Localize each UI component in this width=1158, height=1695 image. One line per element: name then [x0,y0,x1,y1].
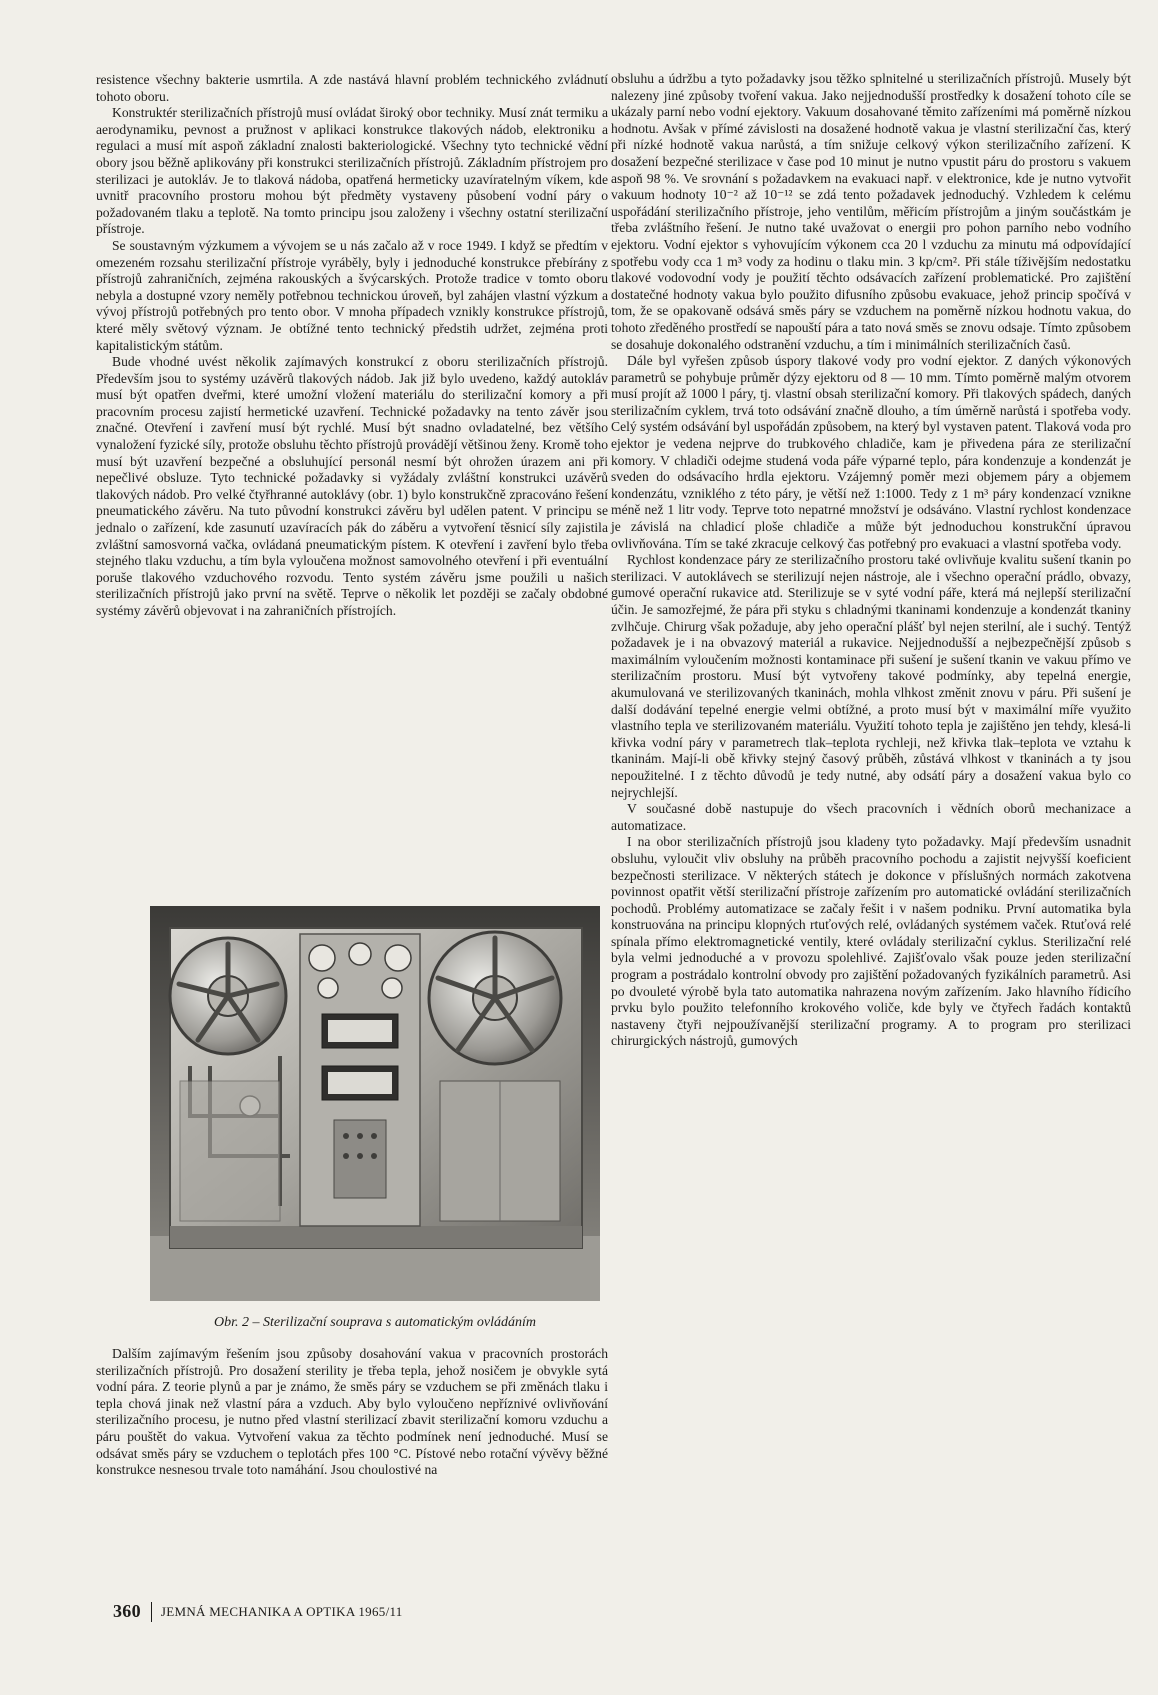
paragraph: Rychlost kondenzace páry ze sterilizačního prostoru také ovlivňuje kvalitu sušení tkanin po sterilizaci. V autoklávech se sterilizují nejen nástroje, ale i všechno operační prádlo, obvazy, gumové operační rukavice atd. Sterilizuje se v syté vodní páře, která má nejlepší sterilizační účin. Je samozřejmé, že pára při styku s chladnými tkaninami kondenzuje a kondenzát tkaniny zvlhčuje. Chirurg však požaduje, aby jeho operační plášť byl nejen sterilní, ale i suchý. Tentýž požadavek je i na obvazový materiál a rukavice. Nejjednodušší a nejbezpečnější způsob s maximálním vyloučením možnosti kontaminace při sušení je sušení tkanin ve vakuu přímo ve sterilizačním prostoru. Musí být vytvořeny takové podmínky, aby tepelná energie, akumulovaná ve sterilizovaných tkaninách, mohla vlhkost změnit znovu v páru. Při sušení je další dodávání tepelné energie velmi obtížné, a proto musí být v maximální míře využito vlastního tepla ve sterilizovaném materiálu. Využití tohoto tepla je zajištěno jen tehdy, klesá-li křivka vodní páry v parametrech tlak–teplota rychleji, než křivka tlak–teplota ve vztahu k tkaninám. Mají-li obě křivky stejný časový průběh, zůstává vlhkost v tkaninách a ty jsou nepoužitelné. I z těchto důvodů je tedy nutné, aby odsátí páry a dosažení vakua bylo co nejrychlejší. [611,552,1131,800]
paragraph: Bude vhodné uvést několik zajímavých konstrukcí z oboru sterilizačních přístrojů. Především jsou to systémy uzávěrů tlakových nádob. Jak již bylo uvedeno, každý autokláv musí být opatřen dveřmi, které umožní vložení materiálu do sterilizační komory a při pracovním procesu zajistí hermetické uzavření. Technické požadavky na tento závěr jsou značné. Otevření i zavření musí být rychlé. Musí být snadno ovladatelné, bez většího vynaložení fyzické síly, protože obsluhu těchto přístrojů provádějí většinou ženy. Kromě toho musí být uzavření bezpečné a obsluhující personál nesmí být ohrožen úrazem ani při nepečlivé obsluze. Tyto technické požadavky si vyžádaly zvláštní konstrukci uzávěrů tlakových nádob. Pro velké čtyřhranné autoklávy (obr. 1) bylo konstrukčně zpracováno řešení pneumatického závěru. Na tuto původní konstrukci závěru byl udělen patent. V principu se jednalo o zařízení, kde zasunutí uzavíracích pák do záběru a vytvoření těsnicí síly zajistila zvláštní samosvorná vačka, ovládaná pneumatickým pístem. K otevření i zavření bylo třeba stejného tlaku vzduchu, a tím byla vyloučena možnost samovolného otevření i při eventuální poruše tlakového vzduchového rozvodu. Tento systém závěru jsme použili u našich sterilizačních přístrojů jako první na světě. Teprve o několik let později se začaly obdobné systémy závěrů objevovat i na zahraničních přístrojích. [96,354,608,618]
paragraph: obsluhu a údržbu a tyto požadavky jsou těžko splnitelné u sterilizačních přístrojů. Musely být nalezeny jiné způsoby tvoření vakua. Jako nejjednodušší prostředky k dosažení tohoto cíle se ukázaly parní nebo vodní ejektory. Vakuum dosahované těmito zařízeními má poměrně nízkou hodnotu. Avšak v přímé závislosti na dosažené hodnotě vakua je vlastní sterilizační čas, který při nízké hodnotě vakua narůstá, a tím snižuje celkový výkon sterilizačního zařízení. K dosažení bezpečné sterilizace v čase pod 10 minut je nutno vpustit páru do prostoru s vakuem aspoň 98 %. Ve srovnání s požadavkem na evakuaci např. v elektronice, kde je nutno vytvořit vakuum hodnoty 10⁻² až 10⁻¹² se zdá tento požadavek jednoduchý. Vzhledem k celému uspořádání sterilizačního přístroje, jeho ventilům, měřicím přístrojům a jiným součástkám je třeba zvláštního řešení. Je nutno také uvažovat o energii pro pohon parního nebo vodního ejektoru. Vodní ejektor s vyhovujícím výkonem cca 20 l vzduchu za minutu má odpovídající spotřebu vody cca 1 m³ vody za hodinu o tlaku min. 3 kp/cm². Při stále tíživějším nedostatku tlakové vodovodní vody je použití těchto odsávacích zařízení problematické. Pro zajištění dostatečné hodnoty vakua bylo použito difusního způsobu evakuace, jehož princip spočívá v tom, že se opakovaně odsává směs páry se vzduchem na poměrně nízkou hodnotu vakua, do tohoto zředěného prostředí se napouští pára a tato nová směs se znovu odsaje. Tímto způsobem se dosahuje dokonalého odstranění vzduchu, a tím i minimálních sterilizačních časů. [611,71,1131,352]
journal-title: JEMNÁ MECHANIKA A OPTIKA 1965/11 [160,1603,403,1619]
figure-photo [150,906,600,1301]
page-footer [113,1601,403,1622]
paragraph: Dalším zajímavým řešením jsou způsoby dosahování vakua v pracovních prostorách sterilizačních přístrojů. Pro dosažení sterility je třeba tepla, jehož nosičem je obvykle sytá vodní pára. Z teorie plynů a par je známo, že směs páry se vzduchem se při změnách tlaku i tepla chová jinak než vlastní pára a vzduch. Aby bylo vyloučeno nepříznivé ovlivňování sterilizačního procesu, je nutno před vlastní sterilizací zbavit sterilizační komoru vzduchu a páru pouštět do vakua. Vytvoření vakua za těchto podmínek není jednoduché. Musí se odsávat směs páry se vzduchem o teplotách přes 100 °C. Pístové nebo rotační vývěvy běžné konstrukce nesnesou trvale toto namáhání. Jsou choulostivé na [96,1346,608,1478]
paragraph: I na obor sterilizačních přístrojů jsou kladeny tyto požadavky. Mají především usnadnit obsluhu, vyloučit vliv obsluhy na průběh pracovního pochodu a zajistit nejvyšší koeficient bezpečnosti sterilizace. V některých státech je dokonce v příslušných normách zakotvena povinnost opatřit větší sterilizační přístroje zařízením pro automatické ovládání sterilizačních pochodů. Problémy automatizace se začaly řešit i v našem podniku. První automatika byla konstruována na principu klopných rtuťových relé, ovládaných systémem vaček. Rtuťová relé spínala přímo elektromagnetické ventily, které ovládaly sterilizační cyklus. Sterilizační relé byla velmi jednoduché a v provozu spolehlivé. Zajišťovalo však pouze jeden sterilizační program a postrádalo kontrolní obvody pro zajištění požadovaných fyzikálních parametrů. Asi po dvouleté výrobě byla tato automatika nahrazena novým zařízením. Jako hlavního řídicího prvku bylo použito telefonního krokového voliče, kde byly ve čtyřech řadách kontaktů nastaveny čtyři nejpoužívanější sterilizační programy. A to program pro sterilizaci chirurgických nástrojů, gumových [611,834,1131,1049]
paragraph: V současné době nastupuje do všech pracovních i vědních oborů mechanizace a automatizace. [611,801,1131,833]
sterilizer-photo-illustration [150,906,600,1301]
paragraph: Konstruktér sterilizačních přístrojů musí ovládat široký obor techniky. Musí znát termiku a aerodynamiku, pevnost a pružnost v aplikaci konstrukce tlakových nádob, elektroniku a regulaci a musí mít aspoň základní znalosti bakteriologické. Všechny tyto technické vědní obory jsou běžně aplikovány při konstrukci sterilizačních přístrojů. Základním přístrojem pro sterilizaci je autokláv. Je to tlaková nádoba, opatřená hermeticky uzavíratelným víkem, kde uvnitř pracovního prostoru mohou být předměty vystaveny působení vodní páry o požadovaném tlaku a teplotě. Na tomto principu jsou založeny i všechny ostatní sterilizační přístroje. [96,105,608,237]
figure-caption: Obr. 2 – Sterilizační souprava s automatickým ovládáním [214,1315,536,1330]
left-column-bottom [96,1346,608,1479]
paragraph: Se soustavným výzkumem a vývojem se u nás začalo až v roce 1949. I když se předtím v omezeném rozsahu sterilizační přístroje vyráběly, byly i jednoduché konstrukce přebírány z přístrojů zahraničních, zejména rakouských a švýcarských. Protože tradice v tomto oboru nebyla a dostupné vzory neměly potřebnou technickou úroveň, byl zahájen vlastní výzkum a vývoj přístrojů potřebných pro tento obor. V mnoha případech vznikly konstrukce přístrojů, které měly světový význam. Je obtížné tento technický předstih udržet, zejména proti kapitalistickým státům. [96,237,608,353]
paragraph: resistence všechny bakterie usmrtila. A zde nastává hlavní problém technického zvládnutí tohoto oboru. [96,72,608,104]
footer-divider [151,1602,152,1622]
right-column [611,71,1131,1050]
paragraph: Dále byl vyřešen způsob úspory tlakové vody pro vodní ejektor. Z daných výkonových parametrů se pohybuje průměr dýzy ejektoru od 8 — 10 mm. Tímto poměrně malým otvorem musí projít až 1000 l páry, tj. vlastní obsah sterilizační komory. Při tlakových spádech, daných sterilizačním cyklem, trvá toto odsávání značně dlouho, a tím úměrně narůstá i spotřeba vody. Celý systém odsávání byl uspořádán způsobem, na který byl vystaven patent. Tlaková voda pro ejektor je vedena nejprve do trubkového chladiče, kam je přivedena pára ze sterilizační komory. V chladiči odejme studená voda páře výparné teplo, pára kondenzuje a kondenzát je sveden do odsávacího hrdla ejektoru. Vzájemný poměr mezi objemem páry a objemem kondenzátu, vzniklého z této páry, je větší než 1:1000. Tedy z 1 m³ páry kondenzací vznikne méně než 1 litr vody. Teprve toto nepatrné množství je odsáváno. Vlastní rychlost kondenzace je závislá na chladicí ploše chladiče a může být jednoduchou konstrukční úpravou ovlivňována. Tím se také zkracuje celkový čas potřebný pro evakuaci a vlastní spotřeba vody. [611,353,1131,551]
page-number: 360 [113,1601,141,1621]
left-column [96,72,608,620]
